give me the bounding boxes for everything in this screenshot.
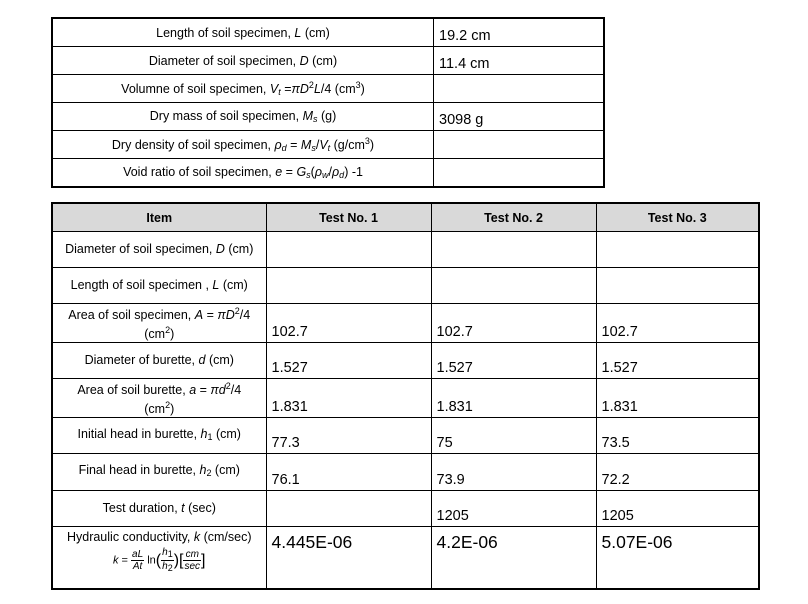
table-row	[52, 454, 759, 491]
row-label-final-head: Final head in burette, $h_2$ (cm)	[52, 454, 266, 491]
table-row	[52, 379, 759, 418]
specimen-length-value: 19.2 cm	[434, 18, 605, 47]
cell-value: 72.2	[596, 454, 759, 491]
specimen-length-label: Length of soil specimen, L (cm)	[52, 18, 434, 47]
specimen-dry-mass-label: Dry mass of soil specimen, $M_s$ (g)	[52, 103, 434, 131]
table-row	[52, 75, 604, 103]
specimen-dry-density-value	[434, 131, 605, 159]
cell-value: 1.527	[431, 343, 596, 379]
cell-value: 1.831	[596, 379, 759, 418]
row-label-test-duration: Test duration, t (sec)	[52, 491, 266, 527]
cell-value: 1205	[596, 491, 759, 527]
cell-value	[266, 268, 431, 304]
cell-value: 1.527	[266, 343, 431, 379]
specimen-diameter-value: 11.4 cm	[434, 47, 605, 75]
table-row	[52, 232, 759, 268]
table-row	[52, 418, 759, 454]
specimen-volume-label: Volumne of soil specimen, $V_t =\pi D^2L/4$ $(cm^3)$	[52, 75, 434, 103]
cell-value	[266, 491, 431, 527]
specimen-dry-density-label: Dry density of soil specimen, $\rho_d = M_s/V_t$ $(g/cm^3)$	[52, 131, 434, 159]
table-row	[52, 304, 759, 343]
table-row	[52, 159, 604, 188]
header-test-2: Test No. 2	[431, 203, 596, 232]
cell-value: 77.3	[266, 418, 431, 454]
cell-value: 1.831	[431, 379, 596, 418]
cell-value	[596, 268, 759, 304]
row-label-area-specimen: Area of soil specimen, $A = \pi D^2/4$ $(cm^2)$	[52, 304, 266, 343]
specimen-void-ratio-label: Void ratio of soil specimen, $e = G_s(\rho_w/\rho_d)$ -1	[52, 159, 434, 188]
cell-value: 102.7	[431, 304, 596, 343]
cell-value	[431, 268, 596, 304]
cell-value: 4.445E-06	[266, 527, 431, 589]
cell-value: 73.5	[596, 418, 759, 454]
cell-value: 102.7	[266, 304, 431, 343]
table-row	[52, 103, 604, 131]
specimen-diameter-label: Diameter of soil specimen, D (cm)	[52, 47, 434, 75]
table-row	[52, 343, 759, 379]
cell-value: 76.1	[266, 454, 431, 491]
specimen-properties-table	[51, 17, 605, 188]
row-label-length: Length of soil specimen , L (cm)	[52, 268, 266, 304]
cell-value	[596, 232, 759, 268]
cell-value: 102.7	[596, 304, 759, 343]
row-label-area-burette: Area of soil burette, $a = \pi d^2/4$ $(cm^2)$	[52, 379, 266, 418]
specimen-dry-mass-value: 3098 g	[434, 103, 605, 131]
header-test-3: Test No. 3	[596, 203, 759, 232]
specimen-void-ratio-value	[434, 159, 605, 188]
table-row	[52, 268, 759, 304]
specimen-volume-value	[434, 75, 605, 103]
row-label-burette-diameter: Diameter of burette, d (cm)	[52, 343, 266, 379]
table-row	[52, 491, 759, 527]
header-item: Item	[52, 203, 266, 232]
cell-value: 4.2E-06	[431, 527, 596, 589]
hydraulic-conductivity-formula: k = $\frac{aL}{At}$ ln( $\frac{h1}{h2}$ )[ $\frac{cm}{\sec}$ ]	[113, 547, 206, 573]
row-label-hydraulic-conductivity: Hydraulic conductivity, k (cm/sec) k = $\frac{aL}{At}$ ln( $\frac{h1}{h2}$ )[ $\frac{cm}{\sec}$ ]	[52, 527, 266, 589]
table-row	[52, 527, 759, 589]
table-header-row	[52, 203, 759, 232]
cell-value	[266, 232, 431, 268]
header-test-1: Test No. 1	[266, 203, 431, 232]
falling-head-test-table	[51, 202, 760, 590]
cell-value: 1205	[431, 491, 596, 527]
cell-value: 1.527	[596, 343, 759, 379]
table-row	[52, 18, 604, 47]
cell-value: 1.831	[266, 379, 431, 418]
row-label-initial-head: Initial head in burette, $h_1$ (cm)	[52, 418, 266, 454]
cell-value: 75	[431, 418, 596, 454]
cell-value	[431, 232, 596, 268]
cell-value: 73.9	[431, 454, 596, 491]
row-label-diameter: Diameter of soil specimen, D (cm)	[52, 232, 266, 268]
table-row	[52, 47, 604, 75]
cell-value: 5.07E-06	[596, 527, 759, 589]
table-row	[52, 131, 604, 159]
